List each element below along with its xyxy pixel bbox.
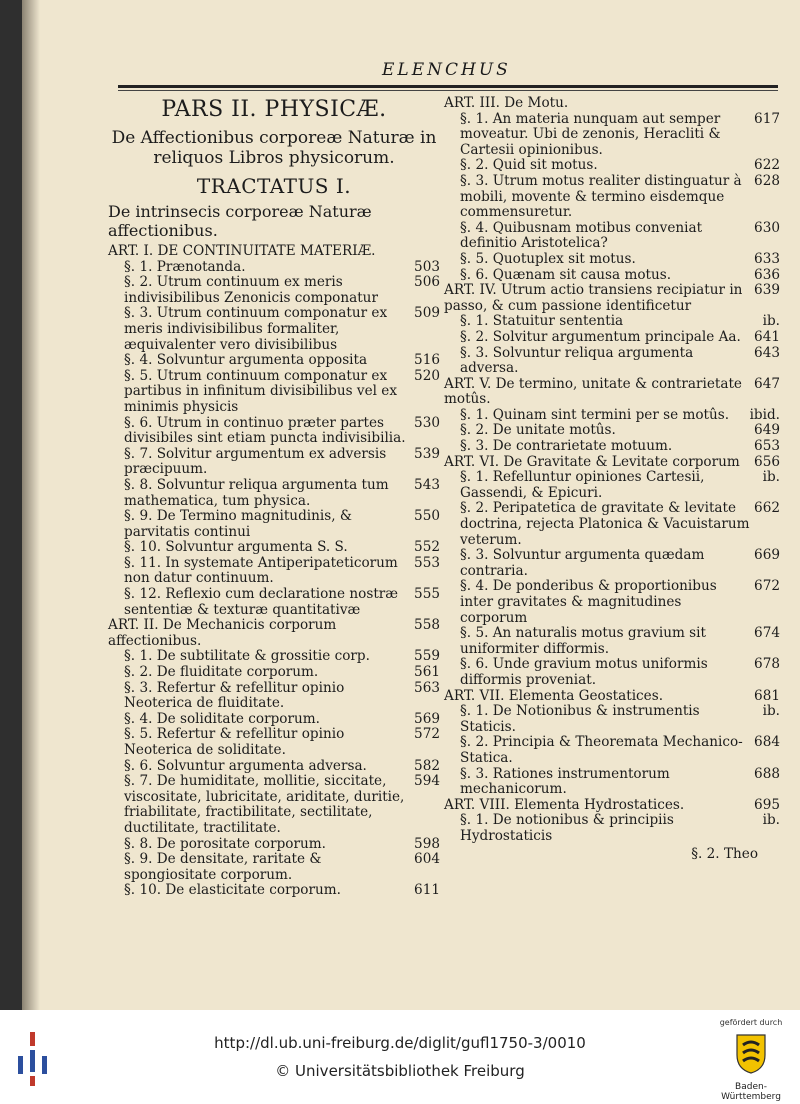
entry-title: §. 3. Solvuntur argumenta quædam contraria. <box>460 547 705 579</box>
entry-title: §. 1. Refelluntur opiniones Cartesii, Gassendi, & Epicuri. <box>460 469 705 501</box>
entry-title: §. 7. De humiditate, mollitie, siccitate, viscositate, lubricitate, ariditate, duritie, friabilitate, fractibilitate, sectilitate, ductilitate, tractilitate. <box>124 773 405 836</box>
section-entry <box>108 416 440 447</box>
page-number: 649 <box>754 422 780 439</box>
entry-title: §. 2. De unitate motûs. <box>460 422 616 439</box>
section-entry <box>108 649 440 665</box>
section-entry <box>108 837 440 853</box>
tractatus-title: TRACTATUS I. <box>196 174 352 198</box>
entry-title: §. 5. An naturalis motus gravium sit uniformiter difformis. <box>460 625 706 657</box>
section-entry <box>108 759 440 775</box>
entry-title: §. 10. De elasticitate corporum. <box>124 882 341 899</box>
page-number: 598 <box>414 835 440 852</box>
article-heading <box>444 96 780 112</box>
entry-title: §. 6. Utrum in continuo præter partes divisibiles sint etiam puncta indivisibilia. <box>124 414 406 447</box>
section-entry <box>444 330 780 346</box>
section-entry <box>444 439 780 455</box>
page-number: 572 <box>414 726 440 743</box>
section-entry <box>444 423 780 439</box>
entry-title: §. 2. Solvitur argumentum principale Aa. <box>460 328 741 345</box>
entry-title: §. 3. Solvuntur reliqua argumenta adversa. <box>460 344 694 377</box>
section-entry <box>444 548 780 579</box>
viewer-footer <box>0 1010 800 1104</box>
entry-title: §. 1. Prænotanda. <box>124 258 246 275</box>
entry-title: §. 1. Quinam sint termini per se motûs. <box>460 406 730 423</box>
page-number: 681 <box>754 687 780 704</box>
entry-title: §. 2. Principia & Theoremata Mechanico-Statica. <box>460 734 743 766</box>
page-number: 633 <box>754 250 780 267</box>
entry-title: §. 5. Refertur & refellitur opinio Neoterica de soliditate. <box>124 726 345 758</box>
section-entry <box>444 112 780 159</box>
article-heading <box>108 244 440 260</box>
article-heading <box>444 689 780 705</box>
page-number: 516 <box>414 352 440 369</box>
entry-title: §. 3. De contrarietate motuum. <box>460 438 673 455</box>
page-number: 553 <box>414 554 440 571</box>
page-number: 611 <box>414 882 440 899</box>
entry-title: §. 10. Solvuntur argumenta S. S. <box>124 539 348 556</box>
article-heading <box>444 455 780 471</box>
page-number: 622 <box>754 157 780 174</box>
section-entry <box>444 704 780 735</box>
page-number: 647 <box>754 375 780 392</box>
page-number: 543 <box>414 476 440 493</box>
page-number: 539 <box>414 445 440 462</box>
left-entry-list <box>108 244 440 899</box>
page-number: 628 <box>754 172 780 189</box>
entry-title: ART. VII. Elementa Geostatices. <box>444 687 664 704</box>
entry-title: ART. IV. Utrum actio transiens recipiatur in passo, & cum passione identificetur <box>444 282 743 314</box>
page-number: 561 <box>414 664 440 681</box>
page-number <box>436 244 440 260</box>
entry-title: §. 6. Unde gravium motus uniformis difformis proveniat. <box>460 656 708 688</box>
section-entry <box>108 727 440 758</box>
header-rule-thin <box>118 90 778 91</box>
entry-title: ART. II. De Mechanicis corporum affectionibus. <box>108 617 337 649</box>
entry-title: §. 2. Utrum continuum ex meris indivisibilibus Zenonicis componatur <box>124 274 378 306</box>
entry-title: §. 1. De Notionibus & instrumentis Staticis. <box>460 703 700 735</box>
entry-title: §. 4. Quibusnam motibus conveniat definitio Aristotelica? <box>460 219 703 252</box>
entry-title: §. 8. De porositate corporum. <box>124 835 326 852</box>
entry-title: §. 2. Quid sit motus. <box>460 157 598 174</box>
section-entry <box>108 587 440 618</box>
entry-title: §. 3. Refertur & refellitur opinio Neoterica de fluiditate. <box>124 679 345 712</box>
section-entry <box>444 314 780 330</box>
page-number: 688 <box>754 765 780 782</box>
article-heading <box>444 377 780 408</box>
entry-title: §. 12. Reflexio cum declaratione nostræ sententiæ & texturæ quantitativæ <box>124 586 399 618</box>
page-number: ib. <box>762 469 780 486</box>
page-number: 639 <box>754 282 780 299</box>
sponsor-note: gefördert durch <box>719 1018 783 1027</box>
page-number: ib. <box>762 313 780 330</box>
page-number: 569 <box>414 710 440 727</box>
page-number: 669 <box>754 547 780 564</box>
running-title: ELENCHUS <box>382 60 511 80</box>
page-number: 636 <box>754 266 780 283</box>
section-entry <box>444 346 780 377</box>
page-number: 643 <box>754 344 780 361</box>
page-number: 563 <box>414 679 440 696</box>
right-entry-list <box>444 96 780 845</box>
entry-title: §. 3. Utrum continuum componatur ex meris indivisibilibus formaliter, æquivalenter vero divisibilibus <box>124 305 388 353</box>
section-entry <box>108 353 440 369</box>
entry-title: §. 1. De subtilitate & grossitie corp. <box>124 648 370 665</box>
page-number: 672 <box>754 578 780 595</box>
entry-title: ART. VI. De Gravitate & Levitate corporum <box>444 453 740 470</box>
entry-title: §. 1. Statuitur sententia <box>460 313 624 330</box>
page-number: 594 <box>414 773 440 790</box>
entry-title: §. 4. Solvuntur argumenta opposita <box>124 352 368 369</box>
section-entry <box>108 540 440 556</box>
article-heading <box>108 618 440 649</box>
section-entry <box>444 579 780 626</box>
page-number: ibid. <box>749 406 780 423</box>
article-heading <box>444 283 780 314</box>
entry-title: §. 9. De Termino magnitudinis, & parvitatis continui <box>124 508 352 540</box>
section-entry <box>108 712 440 728</box>
left-column <box>108 96 440 899</box>
section-entry <box>444 158 780 174</box>
entry-title: §. 3. Rationes instrumentorum mechanicorum. <box>460 765 670 798</box>
section-entry <box>108 774 440 836</box>
section-entry <box>444 657 780 688</box>
page-number: 695 <box>754 796 780 813</box>
page-number: 674 <box>754 625 780 642</box>
sponsor-name: Baden-Württemberg <box>721 1082 781 1102</box>
section-entry <box>108 509 440 540</box>
page-number: 582 <box>414 757 440 774</box>
entry-title: §. 4. De ponderibus & proportionibus inter gravitates & magnitudines corporum <box>460 578 717 626</box>
page-number: 630 <box>754 219 780 236</box>
page-gutter-shadow <box>22 0 40 1010</box>
section-entry <box>108 883 440 899</box>
section-entry <box>108 556 440 587</box>
section-entry <box>444 501 780 548</box>
page-number: 662 <box>754 500 780 517</box>
section-entry <box>444 268 780 284</box>
header-rule <box>118 85 778 88</box>
pars-title: PARS II. PHYSICÆ. <box>161 97 387 122</box>
entry-title: §. 7. Solvitur argumentum ex adversis præcipuum. <box>124 445 387 478</box>
section-entry <box>108 665 440 681</box>
page-number: 656 <box>754 453 780 470</box>
tractatus-subtitle: De intrinsecis corporeæ Naturæ affectionibus. <box>108 202 372 240</box>
section-entry <box>444 408 780 424</box>
state-crest-icon <box>731 1029 771 1075</box>
entry-title: §. 5. Utrum continuum componatur ex partibus in infinitum divisibilibus vel ex minimis physicis <box>124 367 397 415</box>
entry-title: §. 2. De fluiditate corporum. <box>124 664 319 681</box>
permalink-url[interactable]: http://dl.ub.uni-freiburg.de/diglit/gufl1750-3/0010 <box>214 1034 586 1052</box>
entry-title: §. 8. Solvuntur reliqua argumenta tum mathematica, tum physica. <box>124 476 389 509</box>
page-number: 604 <box>414 851 440 868</box>
page-number: ib. <box>762 703 780 720</box>
sponsor-logo <box>706 1018 796 1102</box>
catchword: §. 2. Theo <box>691 845 758 862</box>
entry-title: §. 9. De densitate, raritate & spongiositate corporum. <box>124 851 322 883</box>
entry-title: ART. I. DE CONTINUITATE MATERIÆ. <box>108 243 376 259</box>
pars-subtitle: De Affectionibus corporeæ Naturæ in reliquos Libros physicorum. <box>111 128 437 168</box>
section-entry <box>108 681 440 712</box>
entry-title: ART. III. De Motu. <box>444 95 569 111</box>
section-entry <box>444 470 780 501</box>
page-number: 684 <box>754 734 780 751</box>
article-heading <box>444 798 780 814</box>
page-number: 653 <box>754 438 780 455</box>
section-entry <box>444 252 780 268</box>
page-number: 641 <box>754 328 780 345</box>
page-number <box>776 96 780 112</box>
entry-title: ART. VIII. Elementa Hydrostatices. <box>444 796 685 813</box>
entry-title: §. 1. An materia nunquam aut semper moveatur. Ubi de zenonis, Heracliti & Cartesii opinionibus. <box>460 110 721 158</box>
entry-title: §. 5. Quotuplex sit motus. <box>460 250 636 267</box>
section-entry <box>444 626 780 657</box>
copyright-notice: © Universitätsbibliothek Freiburg <box>275 1062 525 1080</box>
page-number: 555 <box>414 586 440 603</box>
section-entry <box>444 767 780 798</box>
entry-title: ART. V. De termino, unitate & contrarietate motûs. <box>444 375 742 408</box>
page-number: 530 <box>414 414 440 431</box>
right-column <box>444 96 780 862</box>
section-entry <box>108 260 440 276</box>
entry-title: §. 4. De soliditate corporum. <box>124 710 320 727</box>
entry-title: §. 6. Solvuntur argumenta adversa. <box>124 757 367 774</box>
section-entry <box>108 447 440 478</box>
section-entry <box>108 275 440 306</box>
entry-title: §. 6. Quænam sit causa motus. <box>460 266 672 283</box>
section-entry <box>108 369 440 416</box>
section-entry <box>108 306 440 353</box>
entry-title: §. 3. Utrum motus realiter distinguatur à mobili, movente & termino eisdemque commensuretur. <box>460 172 742 221</box>
page-number: 559 <box>414 648 440 665</box>
section-entry <box>444 735 780 766</box>
entry-title: §. 11. In systemate Antiperipateticorum non datur continuum. <box>124 554 398 587</box>
page-number: 503 <box>414 258 440 275</box>
page-number: 550 <box>414 508 440 525</box>
section-entry <box>108 478 440 509</box>
page-number: 506 <box>414 274 440 291</box>
section-entry <box>444 174 780 221</box>
entry-title: §. 1. De notionibus & principiis Hydrostaticis <box>460 812 674 844</box>
entry-title: §. 2. Peripatetica de gravitate & levitate doctrina, rejecta Platonica & Vacuistarum veterum. <box>460 500 750 548</box>
page-number: ib. <box>762 812 780 829</box>
page-number: 678 <box>754 656 780 673</box>
page-number: 552 <box>414 539 440 556</box>
page-number: 558 <box>414 617 440 634</box>
page-number: 617 <box>754 110 780 127</box>
section-entry <box>444 221 780 252</box>
section-entry <box>444 813 780 844</box>
page-number: 509 <box>414 305 440 322</box>
section-entry <box>108 852 440 883</box>
page-number: 520 <box>414 367 440 384</box>
